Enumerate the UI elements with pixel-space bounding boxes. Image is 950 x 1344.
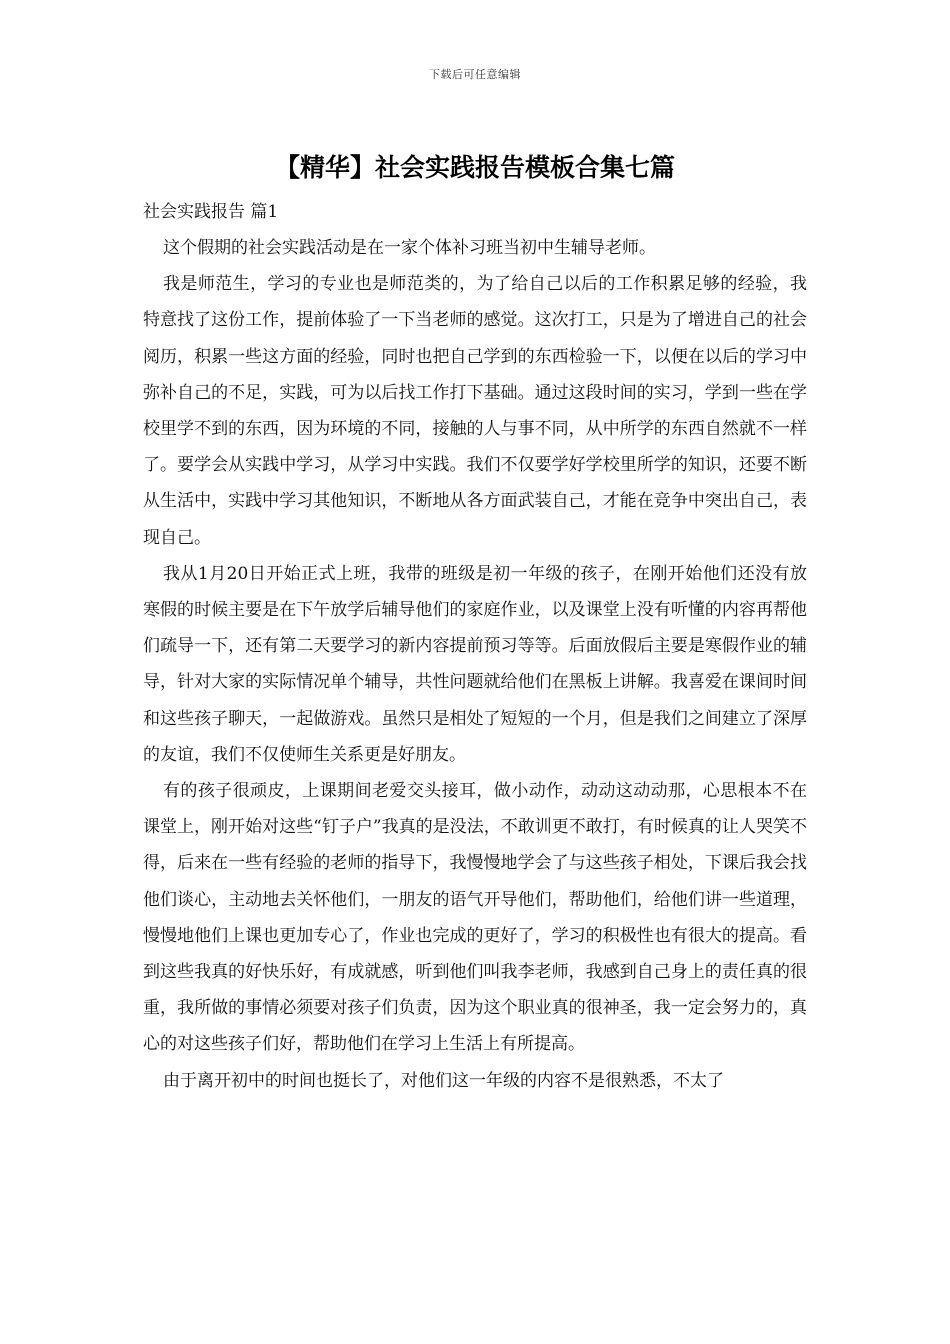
paragraph-1: 这个假期的社会实践活动是在一家个体补习班当初中生辅导老师。 — [163, 238, 656, 258]
section-heading: 社会实践报告 篇1 — [143, 202, 279, 222]
document-title: 【精华】社会实践报告模板合集七篇 — [274, 153, 675, 182]
paragraph-4: 有的孩子很顽皮，上课期间老爱交头接耳，做小动作，动动这动动那，心思根本不在课堂上，刚开始对这些“钉子户”我真的是没法，不敢训更不敢打，有时候真的让人哭笑不得，后来在一些有经验的老师的指导下，我慢慢地学会了与这些孩子相处，下课后我会找他们谈心，主动地去关怀他们，一朋友的语气开导他们，帮助他们，给他们讲一些道理，慢慢地他们上课也更加专心了，作业也完成的更好了，学习的积极性也有很大的提高。看到这些我真的好快乐好，有成就感，听到他们叫我李老师，我感到自己身上的责任真的很重，我所做的事情必须要对孩子们负责，因为这个职业真的很神圣，我一定会努力的，真心的对这些孩子们好，帮助他们在学习上生活上有所提高。 — [143, 781, 807, 1055]
document-body — [143, 198, 807, 1099]
page-header-note: 下载后可任意编辑 — [429, 68, 521, 81]
paragraph-3: 我从1月20日开始正式上班，我带的班级是初一年级的孩子，在刚开始他们还没有放寒假的时候主要是在下午放学后辅导他们的家庭作业，以及课堂上没有听懂的内容再帮他们疏导一下，还有第二天要学习的新内容提前预习等等。后面放假后主要是寒假作业的辅导，针对大家的实际情况单个辅导，共性问题就给他们在黑板上讲解。我喜爱在课间时间和这些孩子聊天，一起做游戏。虽然只是相处了短短的一个月，但是我们之间建立了深厚的友谊，我们不仅使师生关系更是好朋友。 — [143, 563, 807, 765]
paragraph-5: 由于离开初中的时间也挺长了，对他们这一年级的内容不是很熟悉，不太了 — [163, 1070, 724, 1091]
paragraph-2: 我是师范生，学习的专业也是师范类的，为了给自己以后的工作积累足够的经验，我特意找了这份工作，提前体验了一下当老师的感觉。这次打工，只是为了增进自己的社会阅历，积累一些这方面的经验，同时也把自己学到的东西检验一下，以便在以后的学习中弥补自己的不足，实践，可为以后找工作打下基础。通过这段时间的实习，学到一些在学校里学不到的东西，因为环境的不同，接触的人与事不同，从中所学的东西自然就不一样了。要学会从实践中学习，从学习中实践。我们不仅要学好学校里所学的知识，还要不断从生活中，实践中学习其他知识，不断地从各方面武装自己，才能在竞争中突出自己，表现自己。 — [143, 274, 807, 548]
